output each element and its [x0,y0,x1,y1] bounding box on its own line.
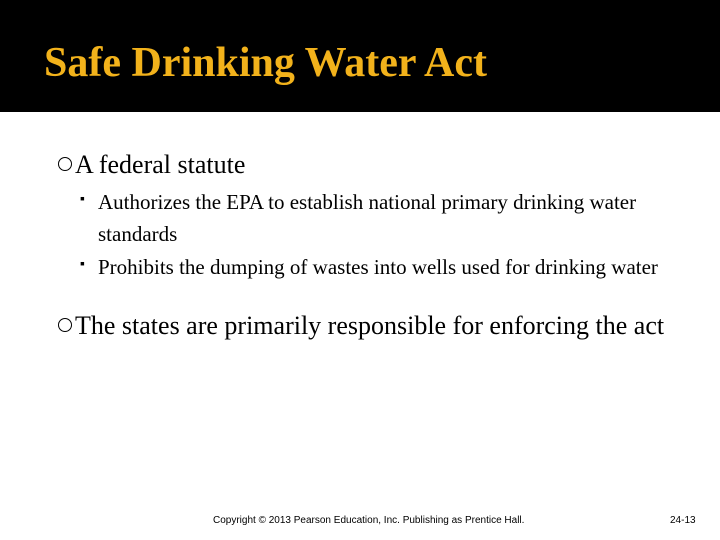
bullet-states-responsible [58,309,698,342]
sub-bullet-prohibits-dumping [80,251,680,283]
footer-copyright: Copyright © 2013 Pearson Education, Inc. Publishing as Prentice Hall. [213,515,525,526]
bullet-text: A federal statute [75,150,246,179]
bullet-text: The states are primarily responsible for enforcing the act [75,311,665,340]
title-bar [0,0,720,112]
slide-title: Safe Drinking Water Act [44,40,487,86]
square-bullet-icon: ▪ [80,257,85,272]
footer-page-number: 24-13 [670,515,696,526]
sub-bullet-text: Prohibits the dumping of wastes into wells used for drinking water [98,255,658,279]
square-bullet-icon: ▪ [80,192,85,207]
bullet-federal-statute [58,148,698,181]
sub-bullet-authorizes-epa [80,186,680,250]
hollow-circle-bullet-icon [58,157,72,171]
sub-bullet-text: Authorizes the EPA to establish national primary drinking water standards [98,190,637,246]
hollow-circle-bullet-icon [58,318,72,332]
